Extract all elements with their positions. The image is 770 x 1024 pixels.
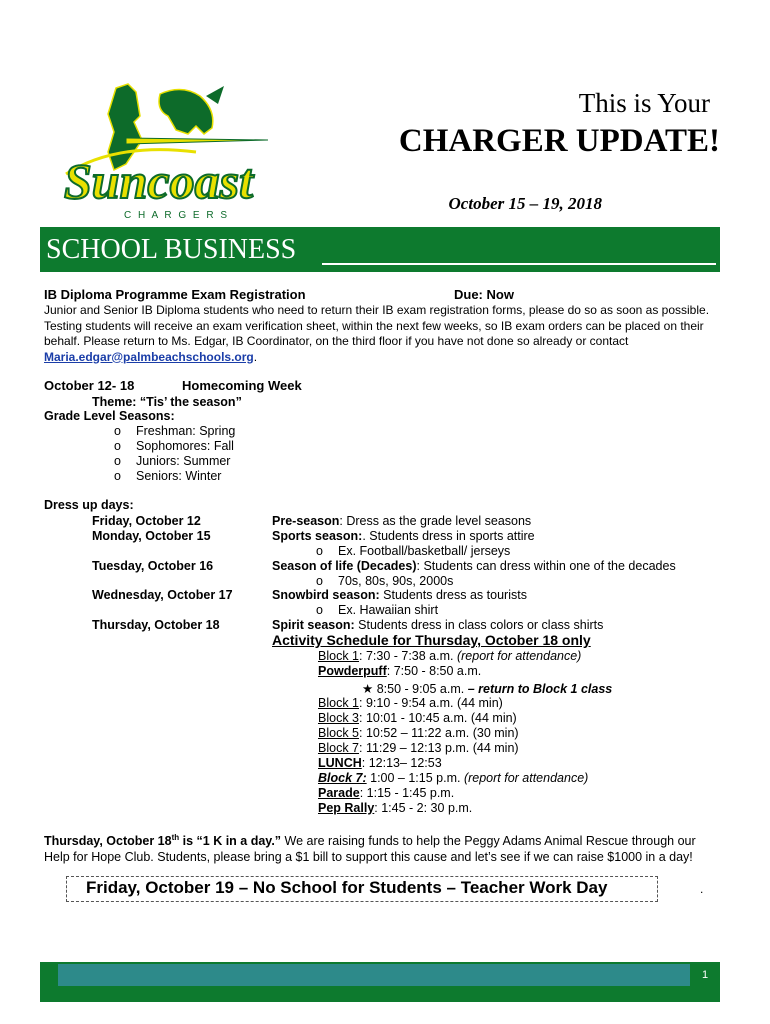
schedule-row: Block 7: 1:00 – 1:15 p.m. (report for attendance) [318, 771, 589, 785]
logo-sub-text: C H A R G E R S [124, 210, 230, 221]
dress-example: o Ex. Hawaiian shirt [316, 603, 439, 617]
lance [126, 138, 268, 144]
page-number: 1 [701, 969, 709, 981]
dress-desc: Snowbird season: Students dress as tourists [272, 588, 527, 602]
header-line1: This is Your [578, 88, 710, 118]
friday-trailing: . [700, 882, 704, 896]
homecoming-dates: October 12- 18 [44, 378, 135, 393]
dress-day: Tuesday, October 16 [92, 559, 214, 573]
homecoming-title: Homecoming Week [182, 378, 302, 393]
schedule-row: Block 1: 9:10 - 9:54 a.m. (44 min) [318, 696, 503, 710]
ib-email-link[interactable]: Maria.edgar@palmbeachschools.org [44, 349, 254, 364]
grade-level-label: Grade Level Seasons: [44, 409, 175, 423]
dress-day: Thursday, October 18 [92, 618, 220, 632]
dress-desc: Season of life (Decades): Students can dress within one of the decades [272, 559, 676, 573]
dress-example: o 70s, 80s, 90s, 2000s [316, 574, 454, 588]
schedule-row: Block 7: 11:29 – 12:13 p.m. (44 min) [318, 741, 519, 755]
friday-notice: Friday, October 19 – No School for Students – Teacher Work Day [86, 878, 608, 897]
dress-up-title: Dress up days: [44, 498, 134, 512]
ib-body: Junior and Senior IB Diploma students who need to return their IB exam registration forms, please do so as soon as possible. Testing students will receive an exam verification sheet, within the next few weeks, so IB exam orders can be placed on their behalf. Please return to Ms. Edgar, IB Coordinator, on the third floor if you have not done so already or contact Maria.edgar@palmbeachschools.org. [44, 303, 710, 364]
homecoming-theme: Theme: “Tis’ the season” [92, 395, 242, 409]
logo-script-text: Suncoast [64, 153, 253, 209]
schedule-row: Block 1: 7:30 - 7:38 a.m. (report for attendance) [318, 649, 582, 663]
schedule-row: Powderpuff: 7:50 - 8:50 a.m. [318, 664, 482, 678]
section-title: SCHOOL BUSINESS [46, 234, 297, 265]
list-item: o Sophomores: Fall [114, 439, 234, 453]
header-title: CHARGER UPDATE! [398, 123, 720, 159]
activity-title: Activity Schedule for Thursday, October 18 only [272, 632, 591, 648]
list-item: o Freshman: Spring [114, 424, 236, 438]
schedule-row: Block 5: 10:52 – 11:22 a.m. (30 min) [318, 726, 519, 740]
schedule-row: Parade: 1:15 - 1:45 p.m. [318, 786, 455, 800]
dress-day: Wednesday, October 17 [92, 588, 233, 602]
dress-day: Monday, October 15 [92, 529, 211, 543]
horse-head [159, 89, 213, 134]
ib-title: IB Diploma Programme Exam Registration [44, 287, 306, 302]
dress-example: o Ex. Football/basketball/ jerseys [316, 544, 511, 558]
list-item: o Juniors: Summer [114, 454, 231, 468]
schedule-row: LUNCH: 12:13– 12:53 [318, 756, 442, 770]
schedule-row: Block 3: 10:01 - 10:45 a.m. (44 min) [318, 711, 517, 725]
dress-desc: Sports season:. Students dress in sports attire [272, 529, 535, 543]
dress-day: Friday, October 12 [92, 514, 201, 528]
footer-inner-bar [58, 964, 690, 986]
section-underline [322, 263, 716, 265]
ib-due: Due: Now [454, 287, 514, 302]
star-icon: ★ [362, 682, 374, 696]
dress-desc: Pre-season: Dress as the grade level seasons [272, 514, 532, 528]
header-date: October 15 – 19, 2018 [448, 194, 602, 213]
suncoast-chargers-logo [56, 82, 276, 222]
schedule-row: ★ 8:50 - 9:05 a.m. – return to Block 1 class [362, 682, 613, 696]
list-item: o Seniors: Winter [114, 469, 222, 483]
thursday-note: Thursday, October 18th is “1 K in a day.” We are raising funds to help the Peggy Adams Animal Rescue through our Help for Hope Club. Students, please bring a $1 bill to support this cause and let’s see if we can raise $1000 in a day! [44, 833, 696, 865]
schedule-row: Pep Rally: 1:45 - 2: 30 p.m. [318, 801, 473, 815]
dress-desc: Spirit season: Students dress in class colors or class shirts [272, 618, 604, 632]
